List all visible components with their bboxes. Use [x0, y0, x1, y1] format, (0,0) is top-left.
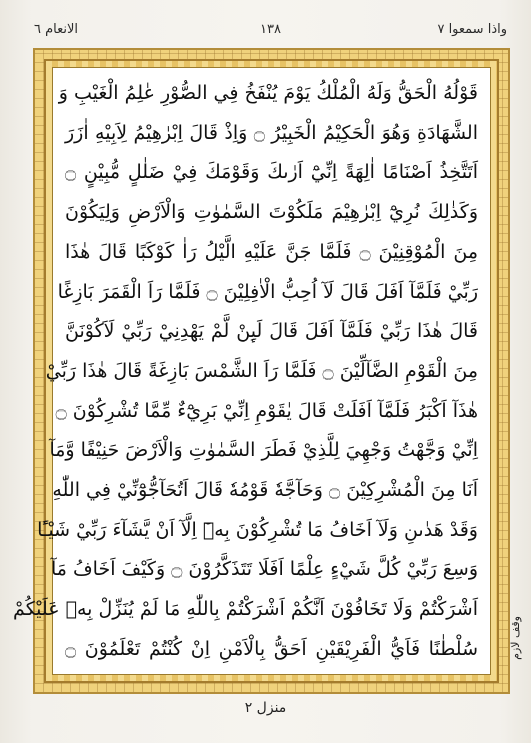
verse-line-2: الشَّهَادَةِ وَهُوَ الْحَكِيْمُ الْخَبِيْرُ ۝ وَاِذْ قَالَ اِبْرٰهِيْمُ لِاَبِيْهِ اٰزَرَ: [65, 121, 478, 144]
verse-line-1: قَوْلُهُ الْحَقُّ وَلَهُ الْمُلْكُ يَوْمَ يُنْفَخُ فِي الصُّوْرِ عٰلِمُ الْغَيْبِ وَ: [58, 82, 478, 104]
verse-line-12: وَقَدْ هَدٰىنِ وَلَآ اَخَافُ مَا تُشْرِكُوْنَ بِهٖٓ اِلَّآ اَنْ يَّشَآءَ رَبِّيْ شَيْـًٔا: [37, 518, 478, 541]
verse-line-13: وَسِعَ رَبِّيْ كُلَّ شَيْءٍ عِلْمًا اَفَلَا تَتَذَكَّرُوْنَ ۝ وَكَيْفَ اَخَافُ مَآ: [50, 558, 478, 581]
verse-line-11: اَنَا مِنَ الْمُشْرِكِيْنَ ۝ وَحَآجَّهٗ قَوْمُهٗ قَالَ اَتُحَآجُّوْٓنِّيْ فِي اللّٰهِ: [52, 479, 478, 502]
verse-line-15: سُلْطٰنًا فَاَيُّ الْفَرِيْقَيْنِ اَحَقُّ بِالْاَمْنِ اِنْ كُنْتُمْ تَعْلَمُوْنَ ۝: [65, 637, 478, 660]
verse-line-8: مِنَ الْقَوْمِ الضَّآلِّيْنَ ۝ فَلَمَّا رَاَ الشَّمْسَ بَازِغَةً قَالَ هٰذَا رَبِّيْ: [45, 359, 478, 382]
juz-name: واذا سمعوا ٧: [437, 22, 507, 37]
verse-line-14: اَشْرَكْتُمْ وَلَا تَخَافُوْنَ اَنَّكُمْ اَشْرَكْتُمْ بِاللّٰهِ مَا لَمْ يُنَزِّلْ بِهٖ عَلَيْكُمْ: [13, 598, 478, 621]
verse-line-4: وَكَذٰلِكَ نُرِيْٓ اِبْرٰهِيْمَ مَلَكُوْتَ السَّمٰوٰتِ وَالْاَرْضِ وَلِيَكُوْنَ: [65, 201, 478, 224]
verse-lines: [13, 74, 478, 668]
verse-line-6: رَبِّيْ فَلَمَّآ اَفَلَ قَالَ لَآ اُحِبُّ الْاٰفِلِيْنَ ۝ فَلَمَّا رَاَ الْقَمَرَ بَازِغًا: [57, 280, 478, 303]
verse-line-5: مِنَ الْمُوْقِنِيْنَ ۝ فَلَمَّا جَنَّ عَلَيْهِ الَّيْلُ رَاٰ كَوْكَبًا قَالَ هٰذَا: [65, 240, 478, 263]
verse-line-10: اِنِّيْ وَجَّهْتُ وَجْهِيَ لِلَّذِيْ فَطَرَ السَّمٰوٰتِ وَالْاَرْضَ حَنِيْفًا وَّمَآ: [49, 439, 478, 462]
verse-line-7: قَالَ هٰذَا رَبِّيْ فَلَمَّآ اَفَلَ قَالَ لَىِٕنْ لَّمْ يَهْدِنِيْ رَبِّيْ لَاَكُوْنَنَّ: [65, 320, 478, 343]
ornamental-border: [13, 48, 510, 694]
manzil-footer: منزل ٢: [244, 700, 287, 716]
verse-line-3: اَتَتَّخِذُ اَصْنَامًا اٰلِهَةً اِنِّيْٓ اَرٰىكَ وَقَوْمَكَ فِيْ ضَلٰلٍ مُّبِيْنٍ ۝: [65, 161, 478, 184]
margin-note: وقف لازم: [509, 616, 522, 660]
text-panel: [13, 67, 491, 675]
page-header: [34, 22, 507, 44]
verse-line-9: هٰذَآ اَكْبَرُ فَلَمَّآ اَفَلَتْ قَالَ يٰقَوْمِ اِنِّيْ بَرِيْٓءٌ مِّمَّا تُشْرِكُوْنَ ۝: [55, 399, 478, 422]
page-number: ١٣٨: [260, 22, 281, 37]
surah-name: الانعام ٦: [34, 22, 79, 37]
